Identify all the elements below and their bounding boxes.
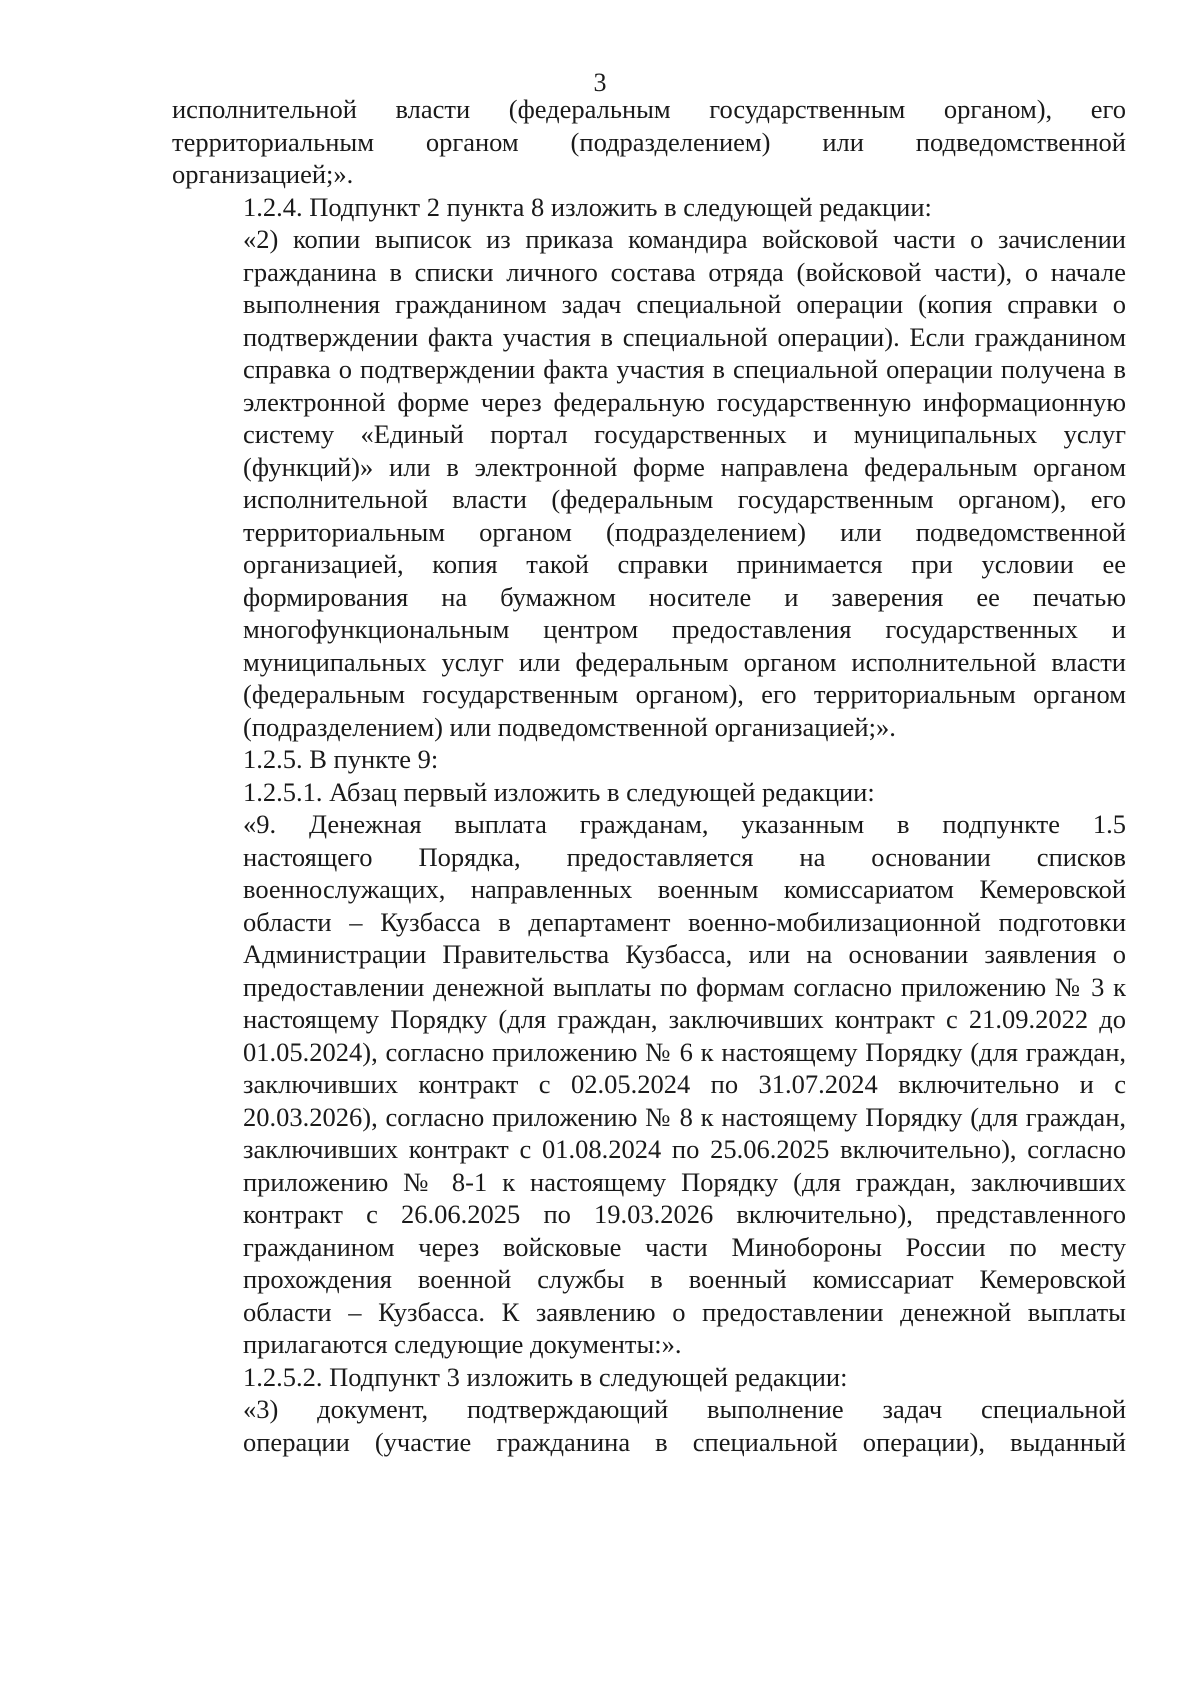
text-line: муниципальных услуг или федеральным органом исполнительной власти bbox=[243, 646, 1126, 677]
text-line: заключивших контракт с 01.08.2024 по 25.06.2025 включительно), согласно bbox=[243, 1134, 1126, 1164]
text-line: организацией;». bbox=[172, 159, 354, 189]
document-body bbox=[172, 93, 1126, 1458]
text-line: гражданином через войсковые части Минобороны России по месту bbox=[243, 1231, 1126, 1262]
text-line: гражданина в списки личного состава отряда (войсковой части), о начале bbox=[243, 256, 1126, 287]
text-line: исполнительной власти (федеральным государственным органом), его bbox=[243, 484, 1126, 514]
text-line: 1.2.5.2. Подпункт 3 изложить в следующей редакции: bbox=[243, 1361, 848, 1392]
text-line: электронной форме через федеральную государственную информационную bbox=[243, 386, 1126, 417]
text-line: военнослужащих, направленных военным комиссариатом Кемеровской bbox=[243, 874, 1126, 904]
text-line: территориальным органом (подразделением) или подведомственной bbox=[172, 126, 1126, 157]
text-line: территориальным органом (подразделением) или подведомственной bbox=[243, 516, 1126, 547]
text-line: (функций)» или в электронной форме направлена федеральным органом bbox=[243, 451, 1126, 482]
text-line: (подразделением) или подведомственной организацией;». bbox=[243, 711, 896, 742]
paragraph bbox=[172, 223, 1126, 743]
paragraph bbox=[172, 743, 1126, 776]
text-line: (федеральным государственным органом), его территориальным органом bbox=[243, 679, 1126, 709]
paragraph bbox=[172, 808, 1126, 1361]
text-line: прилагаются следующие документы:». bbox=[243, 1329, 682, 1359]
text-line: 20.03.2026), согласно приложению № 8 к настоящему Порядку (для граждан, bbox=[243, 1101, 1126, 1132]
text-line: «9. Денежная выплата гражданам, указанным в подпункте 1.5 bbox=[243, 809, 1126, 839]
text-line: организацией, копия такой справки принимается при условии ее bbox=[243, 549, 1126, 579]
text-line: настоящего Порядка, предоставляется на основании списков bbox=[243, 841, 1126, 872]
text-line: 1.2.5. В пункте 9: bbox=[243, 744, 439, 774]
text-line: контракт с 26.06.2025 по 19.03.2026 включительно), представленного bbox=[243, 1199, 1126, 1229]
text-line: многофункциональным центром предоставления государственных и bbox=[243, 614, 1126, 644]
paragraph bbox=[172, 1393, 1126, 1458]
text-line: формирования на бумажном носителе и заверения ее печатью bbox=[243, 581, 1126, 612]
page-number: 3 bbox=[593, 68, 607, 97]
text-line: прохождения военной службы в военный комиссариат Кемеровской bbox=[243, 1264, 1126, 1294]
text-line: настоящему Порядку (для граждан, заключивших контракт с 21.09.2022 до bbox=[243, 1004, 1126, 1034]
paragraph bbox=[172, 93, 1126, 191]
text-line: систему «Единый портал государственных и муниципальных услуг bbox=[243, 419, 1126, 449]
text-line: выполнения гражданином задач специальной операции (копия справки о bbox=[243, 289, 1126, 319]
text-line: подтверждении факта участия в специальной операции). Если гражданином bbox=[243, 321, 1126, 352]
text-line: «3) документ, подтверждающий выполнение задач специальной bbox=[243, 1394, 1126, 1424]
text-line: справка о подтверждении факта участия в специальной операции получена в bbox=[243, 354, 1126, 384]
text-line: операции (участие гражданина в специальной операции), выданный bbox=[243, 1426, 1126, 1457]
text-line: 1.2.5.1. Абзац первый изложить в следующей редакции: bbox=[243, 776, 875, 807]
paragraph bbox=[172, 191, 1126, 224]
text-line: «2) копии выписок из приказа командира войсковой части о зачислении bbox=[243, 224, 1126, 254]
text-line: области – Кузбасса в департамент военно-мобилизационной подготовки bbox=[243, 906, 1126, 937]
text-line: 01.05.2024), согласно приложению № 6 к настоящему Порядку (для граждан, bbox=[243, 1036, 1126, 1067]
text-line: заключивших контракт с 02.05.2024 по 31.07.2024 включительно и с bbox=[243, 1069, 1126, 1099]
text-line: Администрации Правительства Кузбасса, или на основании заявления о bbox=[243, 939, 1126, 969]
text-line: области – Кузбасса. К заявлению о предоставлении денежной выплаты bbox=[243, 1296, 1126, 1327]
text-line: приложению № 8-1 к настоящему Порядку (для граждан, заключивших bbox=[243, 1166, 1126, 1197]
paragraph bbox=[172, 776, 1126, 809]
paragraph bbox=[172, 1361, 1126, 1394]
text-line: 1.2.4. Подпункт 2 пункта 8 изложить в следующей редакции: bbox=[243, 191, 932, 222]
text-line: исполнительной власти (федеральным государственным органом), его bbox=[172, 94, 1126, 124]
text-line: предоставлении денежной выплаты по формам согласно приложению № 3 к bbox=[243, 971, 1126, 1002]
